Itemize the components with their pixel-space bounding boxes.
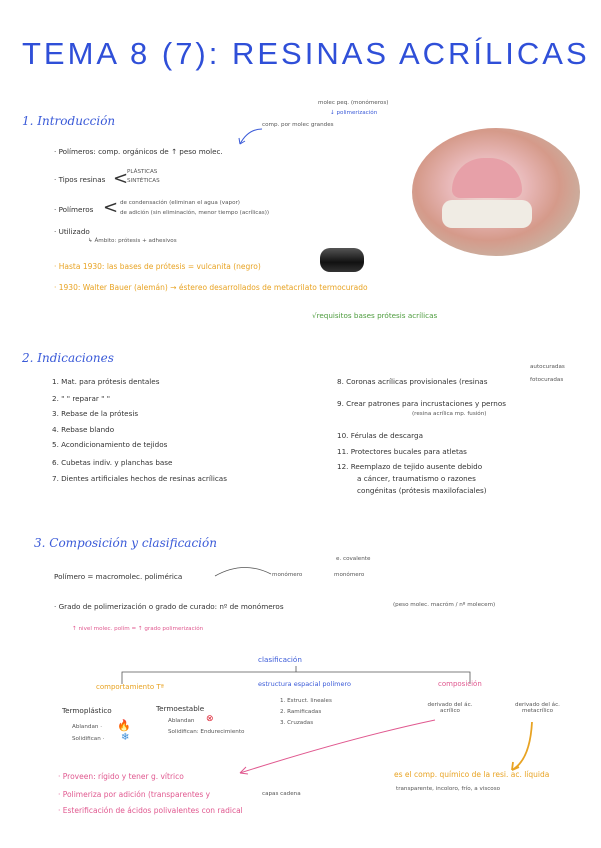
text-est1: 1. Estruct. lineales bbox=[280, 698, 332, 704]
text-utilizado: · Utilizado bbox=[54, 227, 90, 236]
list-item: 5. Acondicionamiento de tejidos bbox=[52, 440, 168, 449]
section-heading-intro: 1. Introducción bbox=[22, 114, 116, 128]
text-hasta-1930: · Hasta 1930: las bases de prótesis = vulcanita (negro) bbox=[54, 262, 261, 271]
brace-icon: < bbox=[113, 168, 129, 189]
arrow-curve-icon bbox=[232, 126, 264, 148]
page-title: TEMA 8 (7): RESINAS ACRÍLICAS bbox=[22, 36, 590, 71]
arrow-down-icon bbox=[506, 720, 536, 776]
cross-icon: ⊗ bbox=[206, 714, 214, 724]
list-item: 3. Rebase de la prótesis bbox=[52, 409, 139, 418]
note-comp-por: comp. por molec grandes bbox=[262, 122, 334, 128]
text-estructura: estructura espacial polímero bbox=[258, 680, 351, 688]
text-requisitos: √requisitos bases prótesis acrílicas bbox=[312, 311, 438, 320]
curve-arrow-icon bbox=[213, 562, 273, 584]
text-comportamiento: comportamiento Tª bbox=[96, 683, 164, 691]
list-item: 9. Crear patrones para incrustaciones y pernos bbox=[337, 399, 507, 408]
list-item: 11. Protectores bucales para atletas bbox=[337, 447, 467, 456]
text-composicion: composición bbox=[438, 680, 482, 688]
text-est2: 2. Ramificadas bbox=[280, 709, 322, 715]
text-te1: Ablandan bbox=[168, 718, 195, 724]
note-molec-peq: molec peq. (monómeros) bbox=[318, 100, 389, 106]
text-monomero: monómero bbox=[272, 572, 303, 578]
text-termoplastico: Termoplástico bbox=[62, 706, 112, 715]
text-p1: · Proveen: rígido y tener g. vítrico bbox=[58, 772, 184, 781]
vulcanite-image bbox=[320, 248, 364, 272]
section-heading-composicion: 3. Composición y clasificación bbox=[34, 536, 217, 550]
text-polimeros2: · Polímeros bbox=[54, 205, 94, 214]
list-item: 6. Cubetas indiv. y planchas base bbox=[52, 458, 173, 467]
arrow-pink-icon bbox=[230, 718, 440, 778]
text-tipos: · Tipos resinas bbox=[54, 175, 106, 184]
list-item: 1. Mat. para prótesis dentales bbox=[52, 377, 160, 386]
list-item: congénitas (prótesis maxilofaciales) bbox=[357, 486, 487, 495]
section-heading-indicaciones: 2. Indicaciones bbox=[22, 351, 114, 365]
list-item: 12. Reemplazo de tejido ausente debido bbox=[337, 462, 483, 471]
text-condensacion: de condensación (eliminan el agua (vapor) bbox=[120, 200, 240, 206]
text-covalente: e. covalente bbox=[336, 556, 371, 562]
text-der-acrilico: derivado del ác. acrílico bbox=[427, 702, 473, 714]
text-grado-note: (peso molec. macróm / nº molecem) bbox=[393, 602, 496, 608]
brace-icon: < bbox=[103, 197, 119, 218]
list-item: 2. " " reparar " " bbox=[52, 394, 111, 403]
text-termoestable: Termoestable bbox=[156, 704, 205, 713]
text-utilizado-sub: ↳ Ámbito: prótesis + adhesivos bbox=[88, 238, 177, 244]
text-tp1: Ablandan · bbox=[72, 724, 102, 730]
note-polimerizacion: ↓ polimerización bbox=[330, 110, 378, 116]
denture-photo bbox=[412, 128, 580, 256]
text-1930: · 1930: Walter Bauer (alemán) → éstereo desarrollados de metacrilato termocurado bbox=[54, 283, 368, 292]
list-item: 10. Férulas de descarga bbox=[337, 431, 423, 440]
text-p2b: capas cadena bbox=[262, 791, 301, 797]
text-autocuradas: autocuradas bbox=[530, 364, 565, 370]
list-item-note: (resina acrílica mp. fusión) bbox=[412, 411, 487, 417]
fire-icon: 🔥 bbox=[117, 719, 131, 732]
list-item: 7. Dientes artificiales hechos de resinas acrílicas bbox=[52, 474, 227, 483]
text-clasificacion: clasificación bbox=[258, 655, 302, 664]
text-der-metacrilico: derivado del ác. metacrílico bbox=[515, 702, 560, 714]
text-red-note: ↑ nivel molec. polím = ↑ grado polimerización bbox=[72, 626, 204, 632]
text-monomero2: monómero bbox=[334, 572, 365, 578]
text-grado: · Grado de polimerización o grado de curado: nº de monómeros bbox=[54, 602, 284, 611]
text-polimero-eq: Polímero = macromolec. polimérica bbox=[54, 572, 183, 581]
text-p3: · Esterificación de ácidos polivalentes con radical bbox=[58, 806, 243, 815]
text-sinteticas: SINTÉTICAS bbox=[127, 178, 160, 184]
text-polimeros: · Polímeros: comp. orgánicos de ↑ peso molec. bbox=[54, 147, 223, 156]
text-adicion: de adición (sin eliminación, menor tiempo (acrílicas)) bbox=[120, 210, 270, 216]
list-item: a cáncer, traumatismo o razones bbox=[357, 474, 476, 483]
text-fotocuradas: fotocuradas bbox=[530, 377, 564, 383]
text-tp2: Solidifican · bbox=[72, 736, 105, 742]
text-es-comp2: transparente, incoloro, frío, a viscoso bbox=[396, 786, 501, 792]
ice-icon: ❄ bbox=[121, 732, 130, 743]
text-p2: · Polimeriza por adición (transparentes y bbox=[58, 790, 211, 799]
text-est3: 3. Cruzadas bbox=[280, 720, 314, 726]
text-plasticas: PLÁSTICAS bbox=[127, 169, 158, 175]
text-es-comp: es el comp. químico de la resi. ac. líquida bbox=[394, 770, 550, 779]
list-item: 4. Rebase blando bbox=[52, 425, 115, 434]
list-item: 8. Coronas acrílicas provisionales (resinas bbox=[337, 377, 488, 386]
text-te2: Solidifican: Endurecimiento bbox=[168, 729, 245, 735]
